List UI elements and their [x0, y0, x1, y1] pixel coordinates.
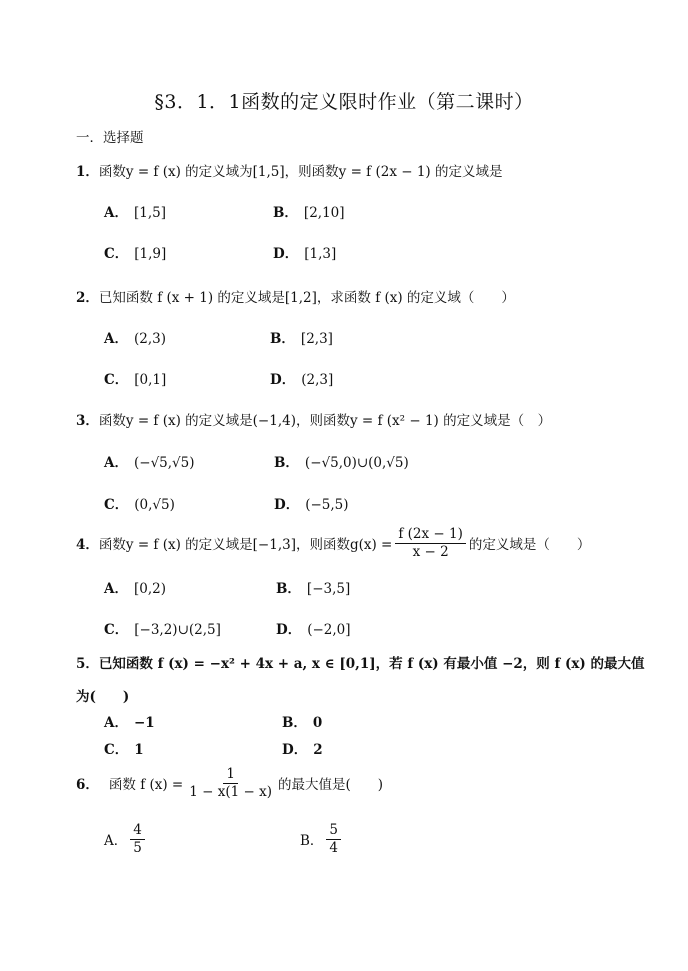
fraction-numerator: 4: [130, 822, 145, 840]
option-label: C．: [104, 497, 129, 513]
fraction-denominator: 4: [329, 839, 339, 856]
option-d: [273, 242, 336, 262]
option-d: [276, 618, 351, 638]
option-a: [104, 451, 195, 471]
option-a: [104, 201, 166, 221]
option-label: B．: [273, 205, 298, 221]
option-value: [1,5]: [133, 205, 166, 221]
option-label: C．: [104, 742, 129, 758]
section-heading: 一．选择题: [76, 130, 144, 146]
option-value: [0,1]: [134, 372, 167, 388]
question-number: 1．: [76, 164, 99, 180]
option-a: [104, 327, 166, 347]
option-label: C．: [104, 622, 129, 638]
option-value: (−5,5): [305, 497, 349, 513]
question-text: 函数y = f (x) 的定义域是(−1,4)，则函数y = f (x² − 1) 的定义域是（ ）: [98, 413, 552, 429]
fraction-numerator: 5: [326, 822, 341, 840]
option-c: [104, 738, 144, 758]
fraction: [186, 766, 275, 801]
option-fraction: [130, 822, 145, 857]
question-4: [76, 526, 590, 561]
option-label: A．: [104, 455, 128, 471]
option-value: [2,10]: [303, 205, 345, 221]
option-fraction: [326, 822, 341, 857]
option-value: (2,3]: [301, 372, 334, 388]
option-label: B．: [276, 581, 301, 597]
fraction-denominator: 5: [133, 839, 142, 856]
question-text: 函数 f (x) =: [108, 777, 184, 794]
question-number: 3．: [76, 413, 99, 429]
option-label: A．: [104, 331, 128, 347]
option-label: A．: [104, 833, 128, 850]
option-label: B．: [270, 331, 295, 347]
option-label: B．: [300, 833, 324, 850]
question-text-after: 的最大值是( ): [277, 777, 384, 794]
question-text: 函数y = f (x) 的定义域为[1,5]，则函数y = f (2x − 1) 的定义域是: [98, 164, 503, 180]
question-5: [76, 652, 645, 672]
option-value: (−√5,√5): [133, 455, 195, 471]
option-label: D．: [270, 372, 296, 388]
option-value: 0: [312, 715, 323, 731]
option-value: (−2,0]: [307, 622, 351, 638]
option-b: [270, 327, 333, 347]
question-6: [76, 766, 383, 801]
fraction-numerator: f (2x − 1): [395, 526, 466, 544]
option-d: [274, 493, 349, 513]
fraction-numerator: 1: [223, 766, 238, 784]
fraction-denominator: 1 − x(1 − x): [189, 783, 272, 800]
option-label: D．: [273, 246, 299, 262]
option-label: D．: [274, 497, 300, 513]
question-number: 6．: [76, 777, 99, 794]
option-label: C．: [104, 372, 129, 388]
option-label: A．: [104, 581, 128, 597]
question-text: 函数y = f (x) 的定义域是[−1,3]，则函数g(x) =: [98, 537, 393, 554]
option-value: (2,3): [133, 331, 166, 347]
option-value: [2,3]: [300, 331, 333, 347]
option-value: 1: [134, 742, 144, 758]
page-title: §3．1．1函数的定义限时作业（第二课时）: [154, 91, 534, 113]
option-label: B．: [274, 455, 299, 471]
option-a: [104, 822, 148, 857]
option-value: −1: [133, 715, 155, 731]
option-value: [0,2): [133, 581, 166, 597]
option-b: [274, 451, 409, 471]
option-c: [104, 242, 166, 262]
question-number: 5．: [76, 656, 99, 672]
question-1: [76, 160, 502, 180]
question-2: [76, 286, 515, 306]
option-b: [282, 711, 322, 731]
option-value: [1,9]: [134, 246, 167, 262]
option-a: [104, 577, 166, 597]
fraction: [395, 526, 466, 561]
option-a: [104, 711, 155, 731]
option-c: [104, 618, 221, 638]
option-d: [282, 738, 323, 758]
option-label: D．: [276, 622, 302, 638]
option-label: A．: [104, 205, 128, 221]
option-value: [1,3]: [304, 246, 337, 262]
option-c: [104, 493, 175, 513]
option-label: B．: [282, 715, 307, 731]
option-label: C．: [104, 246, 129, 262]
option-value: [−3,5]: [306, 581, 351, 597]
question-text: 已知函数 f (x) = −x² + 4x + a, x ∈ [0,1]，若 f (x) 有最小值 −2，则 f (x) 的最大值: [98, 656, 645, 672]
option-b: [276, 577, 350, 597]
question-number: 4．: [76, 537, 99, 554]
option-b: [273, 201, 345, 221]
option-b: [300, 822, 344, 857]
option-value: (0,√5): [134, 497, 175, 513]
option-value: 2: [313, 742, 323, 758]
option-c: [104, 368, 166, 388]
option-d: [270, 368, 333, 388]
option-value: [−3,2)∪(2,5]: [134, 622, 221, 638]
question-number: 2．: [76, 290, 99, 306]
option-value: (−√5,0)∪(0,√5): [304, 455, 409, 471]
question-5-continued: 为( ): [76, 689, 130, 705]
question-text-after: 的定义域是（ ）: [468, 537, 591, 554]
option-label: D．: [282, 742, 308, 758]
option-label: A．: [104, 715, 128, 731]
question-3: [76, 409, 551, 429]
question-text: 已知函数 f (x + 1) 的定义域是[1,2]，求函数 f (x) 的定义域（ ）: [98, 290, 515, 306]
fraction-denominator: x − 2: [412, 543, 449, 560]
